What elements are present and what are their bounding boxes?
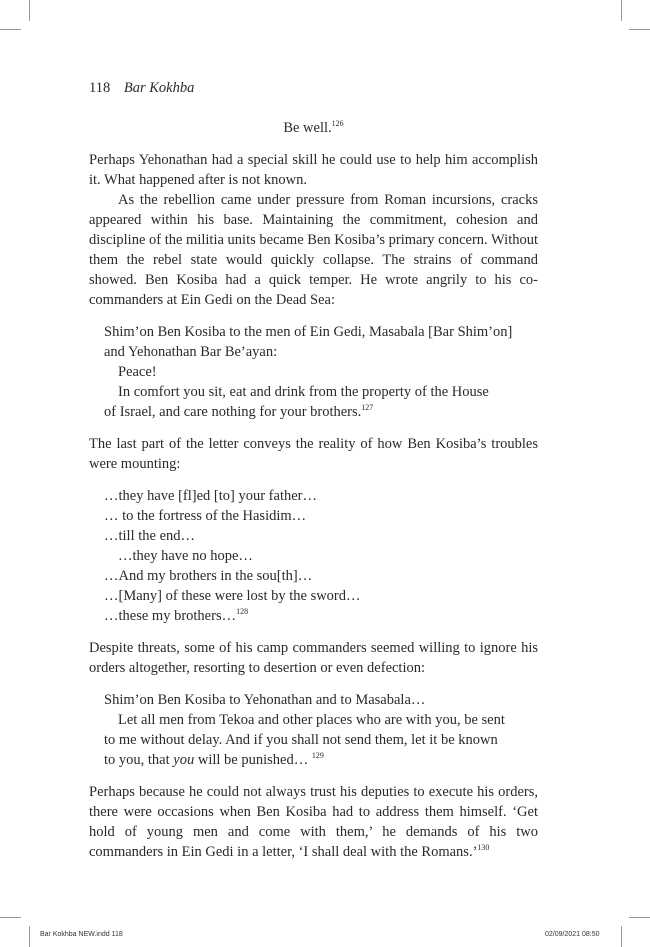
closing-line-text: Be well. — [283, 120, 332, 136]
quote-line: …[Many] of these were lost by the sword… — [104, 588, 361, 604]
quote-line: Peace! — [118, 364, 157, 380]
paragraph-text: Perhaps because he could not always trust his deputies to execute his orders, there were occasions when Ben Kosiba had to address them himself. ‘Get hold of young men and come with them,’ he demands of his two commanders in Ein Gedi in a letter, ‘I shall deal with the Romans.’ — [89, 784, 538, 860]
paragraph: Despite threats, some of his camp commanders seemed willing to ignore his orders altogether, resorting to desertion or even defection: — [89, 640, 538, 676]
quote-line: to me without delay. And if you shall not send them, let it be known — [104, 732, 498, 748]
quote-line: … to the fortress of the Hasidim… — [104, 508, 307, 524]
block-quote — [104, 690, 538, 770]
crop-mark — [0, 29, 21, 30]
quote-line-text: to you, that — [104, 752, 174, 768]
quote-line: In comfort you sit, eat and drink from the property of the House — [118, 384, 489, 400]
quote-line: Shim’on Ben Kosiba to the men of Ein Gedi, Masabala [Bar Shim’on] — [104, 324, 513, 340]
crop-mark — [29, 926, 30, 947]
slug-right: 02/09/2021 08:50 — [545, 931, 600, 938]
crop-mark — [29, 0, 30, 21]
quote-line: …till the end… — [104, 528, 196, 544]
quote-line: Let all men from Tekoa and other places who are with you, be sent — [118, 712, 505, 728]
quote-line: …And my brothers in the sou[th]… — [104, 568, 313, 584]
footnote-ref: 127 — [361, 403, 374, 413]
quote-line: …they have no hope… — [118, 548, 253, 564]
crop-mark — [621, 926, 622, 947]
quote-line-text: of Israel, and care nothing for your brothers. — [104, 404, 362, 420]
running-header — [89, 80, 194, 97]
footnote-ref: 130 — [477, 843, 490, 853]
footnote-ref: 128 — [236, 607, 249, 617]
footnote-ref: 129 — [311, 751, 324, 761]
body-text — [89, 118, 538, 862]
paragraph — [89, 782, 538, 862]
quote-line-text: will be punished… — [194, 752, 312, 768]
closing-line — [89, 118, 538, 138]
crop-mark — [629, 29, 650, 30]
paragraph: The last part of the letter conveys the reality of how Ben Kosiba’s troubles were mounting: — [89, 436, 538, 472]
quote-line — [104, 402, 538, 422]
paragraph: Perhaps Yehonathan had a special skill he could use to help him accomplish it. What happened after is not known. — [89, 152, 538, 188]
running-title: Bar Kokhba — [123, 80, 195, 96]
crop-mark — [629, 917, 650, 918]
paragraph: As the rebellion came under pressure from Roman incursions, cracks appeared within his base. Maintaining the commitment, cohesion and discipline of the militia units became Ben Kosiba’s primary concern. Without them the rebel state would quickly collapse. The strains of command showed. Ben Kosiba had a quick temper. He wrote angrily to his co-commanders at Ein Gedi on the Dead Sea: — [89, 192, 538, 308]
block-quote — [104, 486, 538, 626]
page-number: 118 — [89, 80, 111, 96]
quote-line: …they have [fl]ed [to] your father… — [104, 488, 317, 504]
crop-mark — [0, 917, 21, 918]
crop-mark — [621, 0, 622, 21]
emphasis: you — [173, 752, 195, 768]
quote-line — [104, 606, 538, 626]
footnote-ref: 126 — [331, 119, 344, 129]
quote-line — [104, 750, 538, 770]
quote-line: Shim’on Ben Kosiba to Yehonathan and to Masabala… — [104, 692, 426, 708]
quote-line: and Yehonathan Bar Be’ayan: — [104, 344, 278, 360]
slug-left: Bar Kokhba NEW.indd 118 — [40, 931, 123, 938]
quote-line-text: …these my brothers… — [104, 608, 237, 624]
block-quote — [104, 322, 538, 422]
